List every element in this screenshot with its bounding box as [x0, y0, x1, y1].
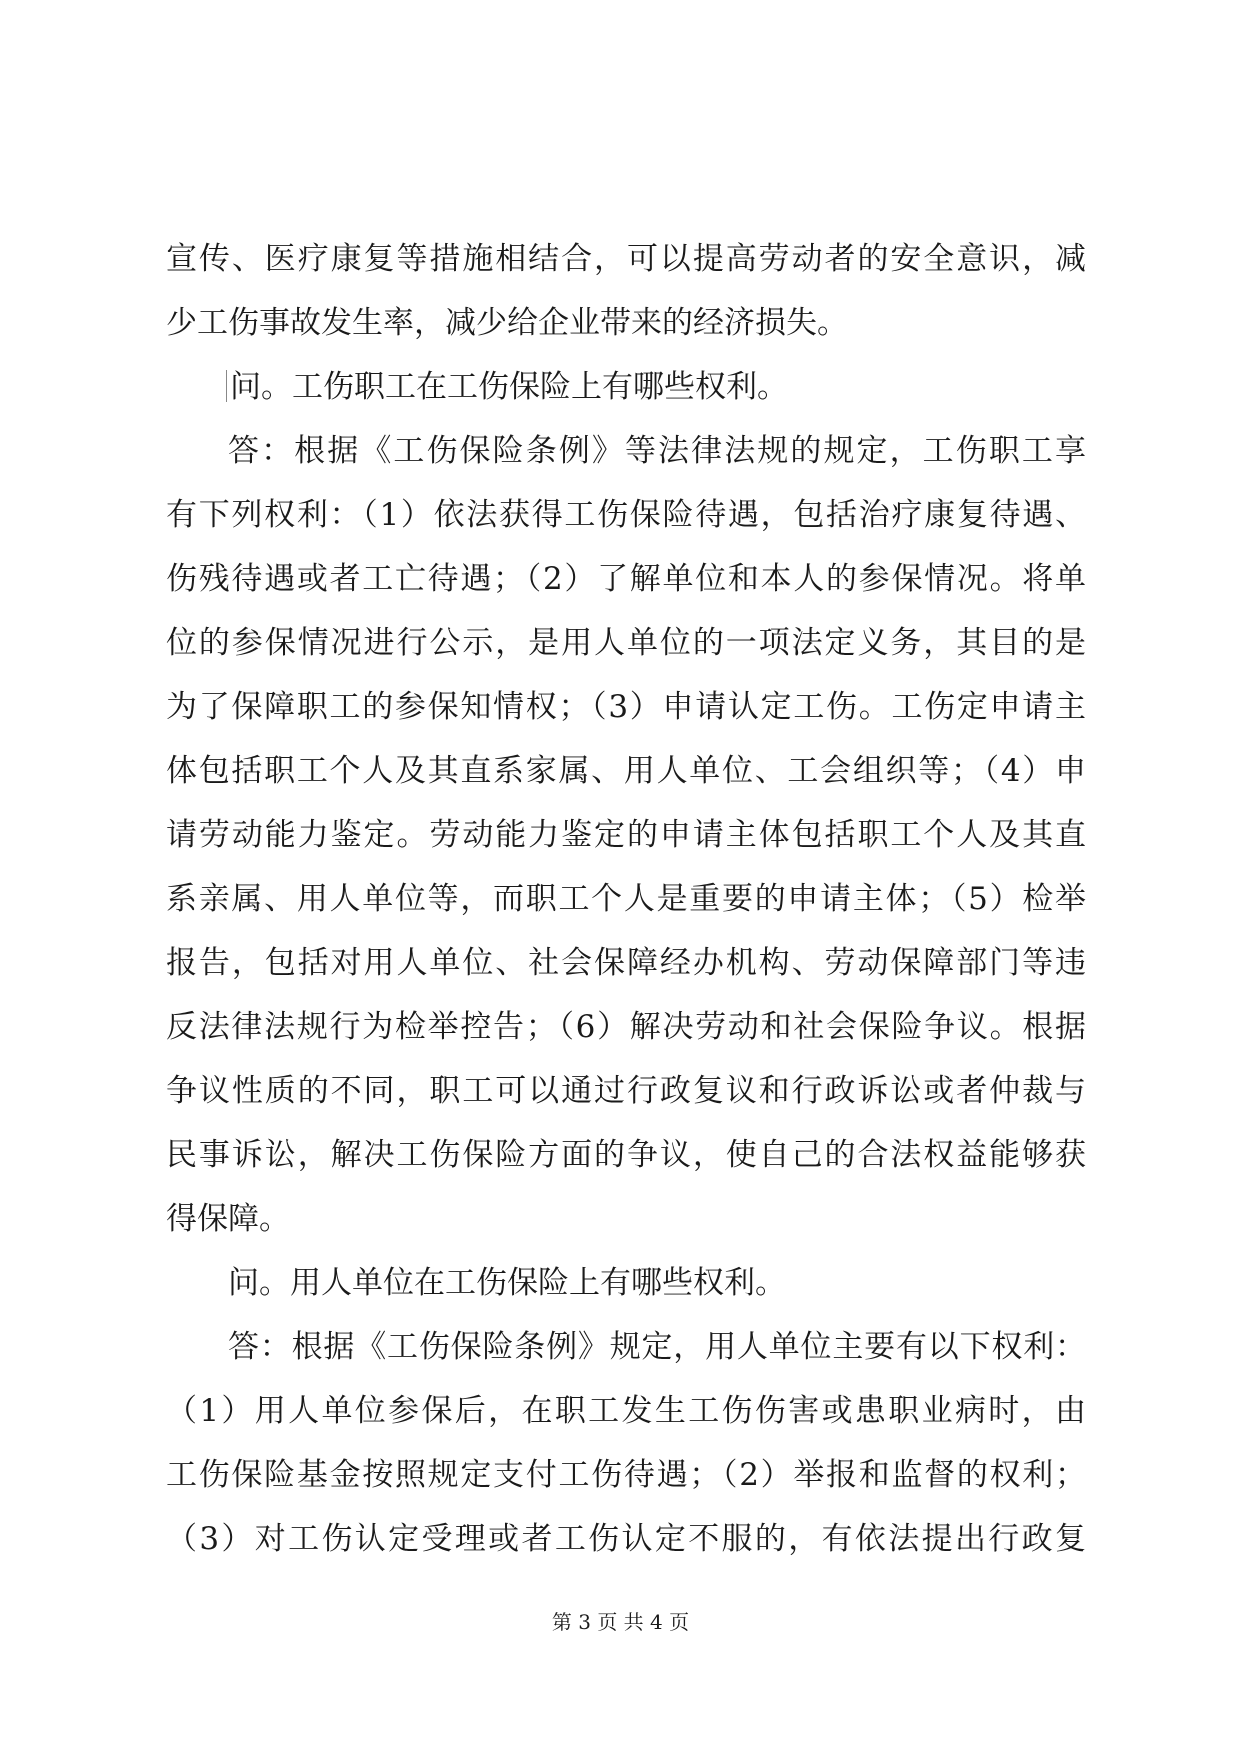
text-line: 有下列权利：（1）依法获得工伤保险待遇，包括治疗康复待遇、: [166, 497, 1086, 533]
text-line: 反法律法规行为检举控告；（6）解决劳动和社会保险争议。根据: [166, 1009, 1086, 1045]
text-line: 民事诉讼，解决工伤保险方面的争议，使自己的合法权益能够获: [166, 1137, 1086, 1173]
question-text: 问。工伤职工在工伤保险上有哪些权利。: [230, 369, 788, 405]
text-line: 为了保障职工的参保知情权；（3）申请认定工伤。工伤定申请主: [166, 689, 1086, 725]
document-body: [166, 227, 1086, 1571]
text-line: 体包括职工个人及其直系家属、用人单位、工会组织等；（4）申: [166, 753, 1086, 789]
text-line: 宣传、医疗康复等措施相结合，可以提高劳动者的安全意识，减: [166, 241, 1086, 277]
text-line: 争议性质的不同，职工可以通过行政复议和行政诉讼或者仲裁与: [166, 1073, 1086, 1109]
question-line: 问。用人单位在工伤保险上有哪些权利。: [228, 1265, 786, 1301]
text-line: （1）用人单位参保后，在职工发生工伤伤害或患职业病时，由: [166, 1393, 1086, 1429]
text-line: 少工伤事故发生率，减少给企业带来的经济损失。: [166, 305, 848, 341]
answer-line: 答：根据《工伤保险条例》等法律法规的规定，工伤职工享: [228, 433, 1086, 469]
text-line: 报告，包括对用人单位、社会保障经办机构、劳动保障部门等违: [166, 945, 1086, 981]
answer-line: 答：根据《工伤保险条例》规定，用人单位主要有以下权利：: [228, 1329, 1086, 1365]
text-line: 伤残待遇或者工亡待遇；（2）了解单位和本人的参保情况。将单: [166, 561, 1086, 597]
text-line: 系亲属、用人单位等，而职工个人是重要的申请主体；（5）检举: [166, 881, 1086, 917]
text-cursor: [226, 370, 227, 402]
page-number: 第 3 页 共 4 页: [551, 1610, 690, 1634]
page-footer: [0, 1610, 1241, 1634]
text-line: 请劳动能力鉴定。劳动能力鉴定的申请主体包括职工个人及其直: [166, 817, 1086, 853]
text-line: （3）对工伤认定受理或者工伤认定不服的，有依法提出行政复: [166, 1521, 1086, 1557]
text-line: 工伤保险基金按照规定支付工伤待遇；（2）举报和监督的权利；: [166, 1457, 1086, 1493]
text-line: 得保障。: [166, 1201, 290, 1237]
question-line: [166, 355, 1086, 419]
text-line: 位的参保情况进行公示，是用人单位的一项法定义务，其目的是: [166, 625, 1086, 661]
